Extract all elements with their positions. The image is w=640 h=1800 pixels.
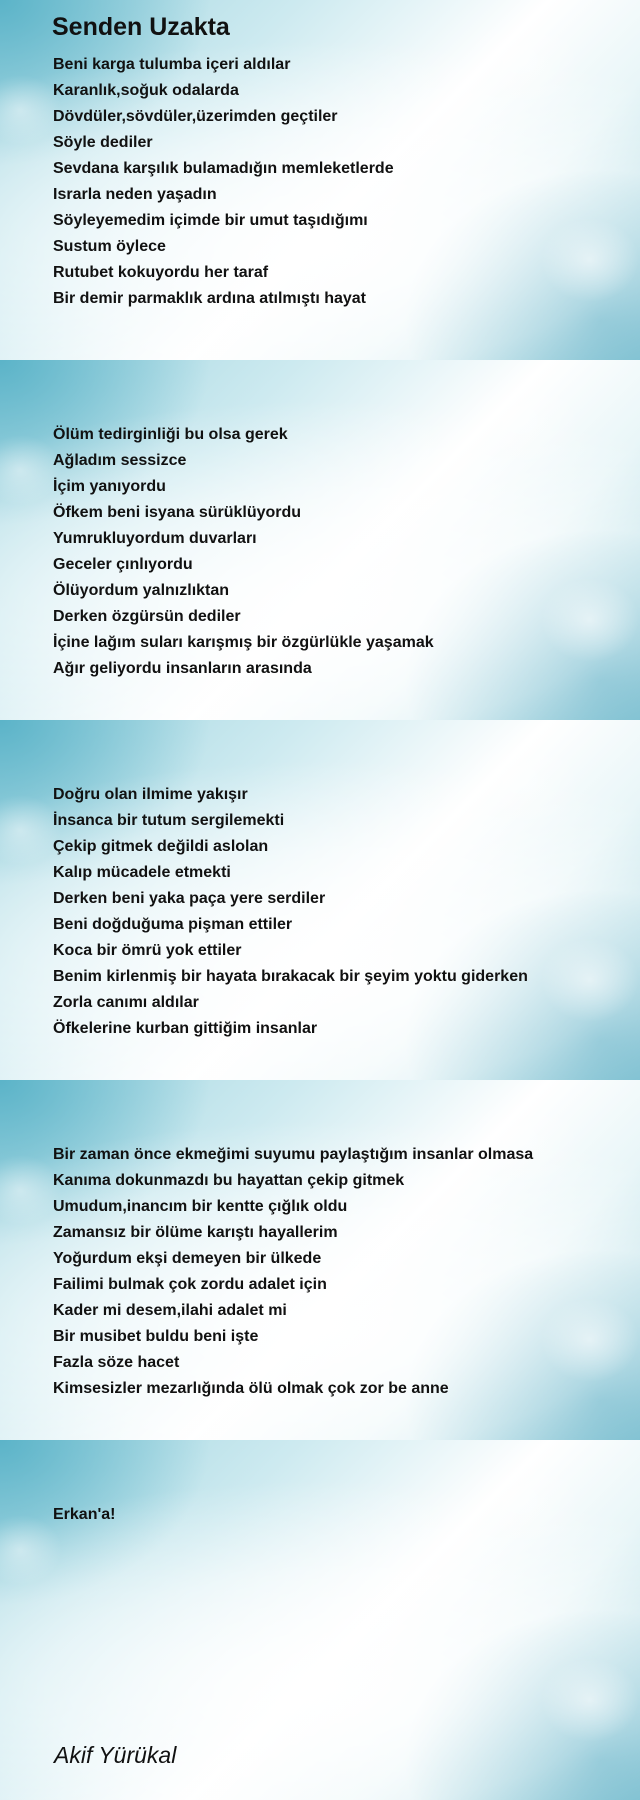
poem-line: Doğru olan ilmime yakışır <box>53 786 248 803</box>
stanza-2 <box>53 422 434 682</box>
poem-line: İnsanca bir tutum sergilemekti <box>53 812 285 829</box>
poem-line: Çekip gitmek değildi aslolan <box>53 838 269 855</box>
poem-line: Sevdana karşılık bulamadığın memleketlerde <box>53 160 394 177</box>
poem-line: Ağladım sessizce <box>53 452 187 469</box>
poem-panel-2 <box>0 360 640 720</box>
poem-line: Kalıp mücadele etmekti <box>53 864 231 881</box>
poem-line: Fazla söze hacet <box>53 1354 180 1371</box>
poem-title: Senden Uzakta <box>52 13 230 41</box>
poem-line: Sustum öylece <box>53 238 166 255</box>
stanza-5 <box>53 1502 116 1528</box>
poem-line: Ölüyordum yalnızlıktan <box>53 582 230 599</box>
poem-line: Failimi bulmak çok zordu adalet için <box>53 1276 327 1293</box>
poem-line: Derken özgürsün dediler <box>53 608 241 625</box>
poem-line: Rutubet kokuyordu her taraf <box>53 264 269 281</box>
author-name: Akif Yürükal <box>54 1742 177 1768</box>
poem-line: Karanlık,soğuk odalarda <box>53 82 239 99</box>
poem-line: Bir musibet buldu beni işte <box>53 1328 259 1345</box>
poem-panel-4 <box>0 1080 640 1440</box>
poem-line: Söyleyemedim içimde bir umut taşıdığımı <box>53 212 368 229</box>
poem-line: Ağır geliyordu insanların arasında <box>53 660 312 677</box>
poem-line: Ölüm tedirginliği bu olsa gerek <box>53 426 288 443</box>
poem-line: Dövdüler,sövdüler,üzerimden geçtiler <box>53 108 338 125</box>
poem-line: Geceler çınlıyordu <box>53 556 193 573</box>
poem-line: İçine lağım suları karışmış bir özgürlükle yaşamak <box>53 634 434 651</box>
poem-line: Beni doğduğuma pişman ettiler <box>53 916 293 933</box>
poem-line: Yoğurdum ekşi demeyen bir ülkede <box>53 1250 322 1267</box>
poem-line: Benim kirlenmiş bir hayata bırakacak bir şeyim yoktu giderken <box>53 968 528 985</box>
poem-line: Yumrukluyordum duvarları <box>53 530 257 547</box>
stanza-1 <box>53 52 394 312</box>
poem-line: Koca bir ömrü yok ettiler <box>53 942 242 959</box>
poem-line: Söyle dediler <box>53 134 153 151</box>
poem-line: Israrla neden yaşadın <box>53 186 217 203</box>
poem-line: Umudum,inancım bir kentte çığlık oldu <box>53 1198 348 1215</box>
poem-line: Erkan'a! <box>53 1506 116 1523</box>
stanza-4 <box>53 1142 533 1402</box>
poem-panel-3 <box>0 720 640 1080</box>
poem-panel-1 <box>0 0 640 360</box>
poem-line: Derken beni yaka paça yere serdiler <box>53 890 326 907</box>
poem-panel-5 <box>0 1440 640 1800</box>
poem-line: İçim yanıyordu <box>53 478 166 495</box>
poem-line: Bir zaman önce ekmeğimi suyumu paylaştığım insanlar olmasa <box>53 1146 534 1163</box>
poem-line: Kader mi desem,ilahi adalet mi <box>53 1302 287 1319</box>
poem-line: Zorla canımı aldılar <box>53 994 199 1011</box>
poem-line: Kanıma dokunmazdı bu hayattan çekip gitmek <box>53 1172 405 1189</box>
poem-line: Öfkelerine kurban gittiğim insanlar <box>53 1020 318 1037</box>
poem-line: Beni karga tulumba içeri aldılar <box>53 56 291 73</box>
poem-line: Zamansız bir ölüme karıştı hayallerim <box>53 1224 338 1241</box>
stanza-3 <box>53 782 528 1042</box>
poem-line: Öfkem beni isyana sürüklüyordu <box>53 504 302 521</box>
poem-line: Bir demir parmaklık ardına atılmıştı hayat <box>53 290 367 307</box>
poem-line: Kimsesizler mezarlığında ölü olmak çok zor be anne <box>53 1380 449 1397</box>
